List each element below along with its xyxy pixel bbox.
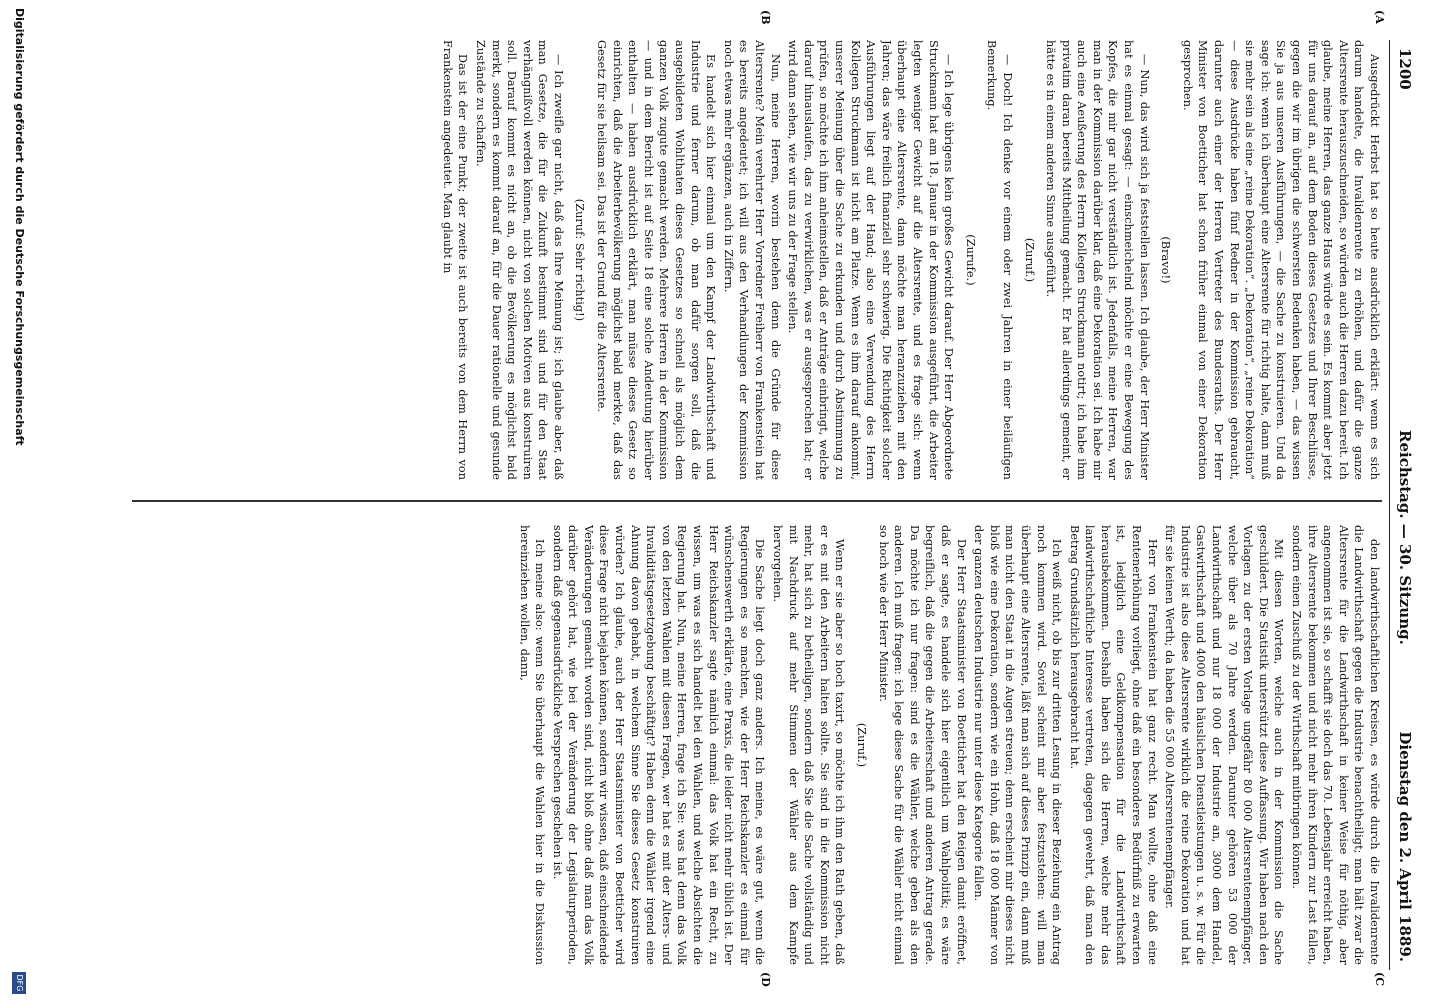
paragraph: Ausgedrückt Herbst hat so heute ausdrücklich erklärt: wenn es sich darum handelte, die Invalidenrente zu erhöhen, und dafür die ganze Altersrente herauszuschneiden, so würden auch die Herren dazu bereit. Ich glaube, meine Herren, das ganze Haus würde es sein. Es kommt aber jetzt für uns darauf an, auf dem Boden dieses Gesetzes und Ihrer Beschlüsse, gegen die wir im übrigen die schwersten Bedenken haben, — das wissen Sie ja aus unseren Ausführungen, — die Sache zu konstruieren. Und da sage ich: wenn ich überhaupt eine Altersrente für richtig halte, dann muß sie mehr sein als eine „reine Dekoration“. „Dekoration“, „reine Dekoration“ — diese Ausdrücke haben fünf Redner in der Kommission gebraucht, darunter auch einer der Herren Vertreter des Bundesraths. Der Herr Minister von Boetticher hat schon früher einmal von einer Dekoration gesprochen. — [1180, 40, 1381, 480]
digitization-footer — [4, 0, 34, 1000]
interjection: (Zuruf.) — [855, 722, 868, 768]
page-number: 1200 — [1396, 48, 1414, 90]
paragraph: — Ich lege übrigens kein großes Gewicht darauf. Der Herr Abgeordnete Struckmann hat am 18. Januar in der Kommission ausgeführt, die Arbeiter legten weniger Gewicht auf die Altersrente, und es frage sich: wenn überhaupt eine Altersrente, dann möchte man heranzuziehen mit den Jahren; das wäre freilich finanziell sehr schwierig. Die Richtigkeit solcher Ausführungen liegt auf der Hand; also eine Verwendung des Herrn Kollegen Struckmann ist nicht am Platze. Wenn es ihm darauf ankommt, unserer Meinung über die Sache zu erkunden und durch Abstimmung zu prüfen, so möchte ich ihm anheimstellen, daß er Anträge einbringt, welche darauf hinauslaufen, das zu verwirklichen, was er ausgesprochen hat; er wird dann sehen, wie wir uns zu der Frage stellen. — [786, 40, 956, 480]
margin-mark-c: (C — [1373, 972, 1386, 986]
column-divider — [132, 500, 1382, 502]
paragraph: Ich meine also: wenn Sie überhaupt die Wahlen hier in die Diskussion hereinziehen wollen, dann, — [517, 525, 547, 965]
paragraph: — Nun, das wird sich ja feststellen lassen. Ich glaube, der Herr Minister hat es einmal gesagt: — einschmeichelnd möchte er eine Bewegung des Kopfes, die mir gar nicht verständlich ist. Jedenfalls, meine Herren, war man in der Kommission darüber klar, daß eine Dekoration sei. Ich habe mir auch eine Aeußerung des Herrn Kollegen Struckmann notirt; ich habe ihm privatim daran bereits Mittheilung gemacht. Er hat allerdings gemeint, er hätte es in einem anderen Sinne ausgeführt. — [1044, 40, 1151, 480]
interjection: (Zurufe.) — [963, 234, 977, 286]
paragraph: Es handelt sich hier einmal um den Kampf der Landwirthschaft und Industrie und ferner darum, ob man dafür sorgen soll, daß die ausgebildeten Wohlthaten dieses Gesetzes so schnell als möglich dem ganzen Volk zugute gemacht werden. Mehrere Herren in der Kommission — und in dem Bericht ist auf Seite 18 eine solche Andeutung hierüber enthalten — haben ausdrücklich erklärt, man müsse dieses Gesetz so einrichten, daß die Arbeiterbevölkerung möglichst bald merkte, daß das Gesetz für sie heilsam sei. Das ist der Grund für die Altersrente. — [595, 40, 718, 480]
paragraph: Herr von Frankenstein hat ganz recht. Man wollte, ohne daß eine Rentenerhöhung vorliegt, ohne daß ein besonderes Bedürfniß zu erwarten ist, lediglich eine Geldkompensation für die Landwirthschaft herausbekommen. Deshalb haben sich die Herren, welche mehr das landwirthschaftliche Interesse vertreten, dagegen gewehrt, daß man den Betrag Grundsätzlich herausgebracht hat. — [1067, 525, 1159, 965]
paragraph: Die Sache liegt doch ganz anders. Ich meine, es wäre gut, wenn die Regierungen es so machten, wie der Herr Reichskanzler es einmal für wünschenswerth erklärte, eine Praxis, die leider nicht mehr üblich ist. Der Herr Reichskanzler sagte nämlich einmal: das Volk hat ein Recht, zu wissen, um was es sich handelt bei den Wahlen, und welche Absichten die Regierung hat. Nun, meine Herren, frage ich Sie: was hat denn das Volk von den letzten Wahlen mit diesen Fragen, wer hat es mit der Alters- und Invaliditätsgesetzgebung beschäftigt? Haben denn die Wähler irgend eine Ahnung davon gehabt, in welchem Sinne Sie dieses Gesetz konstruiren würden? Ich glaube, auch der Herr Staatsminister von Boetticher wird diese Frage nicht bejahen können, sondern wir wissen, daß einschneidende Veränderungen gemacht worden sind, nicht bloß ohne daß man das Volk darüber gehört hat, wie bei der Veränderung der Legislaturperioden, sondern daß gegenausdrückliche Versprechen geschehen ist. — [550, 525, 767, 965]
page-header — [1389, 40, 1418, 970]
paragraph: Mit diesen Worten, welche auch in der Kommission die Sache geschildert. Die Statistik unterstützt diese Auffassung. Wir haben nach den Vorlagen zu der ersten Vorlage ungefähr 80 000 Altersrentenempfänger, welche über als 70 Jahre werden. Darunter gehören 53 000 der Landwirthschaft und nur 18 000 der Industrie an, 3000 dem Handel, Gastwirthschaft und 4000 den häuslichen Dienstleistungen u. s. w. Für die Industrie ist also diese Altersrente wirklich die reine Dekoration und hat für sie keinen Werth; da haben die 55 000 Altersrentenempfänger. — [1163, 525, 1286, 965]
paragraph: Das ist der eine Punkt; der zweite ist auch bereits von dem Herrn von Frankenstein angedeutet. Man glaubt in — [440, 40, 470, 480]
paragraph: — Ich zweifle gar nicht, daß das Ihre Meinung ist; ich glaube aber, daß man Gesetze, die für die Zukunft bestimmt sind und für den Staat verhängnißvoll werden können, nicht von solchen Motiven aus konstruiren soll. Darauf kommt es nicht an, ob die Bevölkerung es möglichst bald merkt, sondern es kommt darauf an, für die Dauer rationelle und gesunde Zustände zu schaffen. — [473, 40, 565, 480]
interjection: (Zuruf: Sehr richtig!) — [573, 198, 587, 322]
interjection: (Bravo!) — [1159, 236, 1173, 284]
dfg-logo: DFG — [12, 972, 26, 994]
session-date: Dienstag den 2. April 1889. — [1396, 731, 1414, 962]
paragraph: den landwirthschaftlichen Kreisen, es würde durch die Invalidenrente die Landwirthschaft gegen die Industrie benachtheiligt; man hält zwar die Altersrente für die Landwirthschaft in keiner Weise für nöthig, aber angenommen ist sie, so schafft sie doch das 70. Lebensjahr erreicht haben, ihre Altersrente bekommen und nicht mehr ihren Kindern zur Last fallen, sondern einen Zuschuß zu der Wirthschaft mitbringen können. — [1290, 525, 1381, 965]
margin-mark-a: (A — [1373, 10, 1386, 24]
funding-notice: Digitalisierung gefördert durch die Deutsche Forschungsgemeinschaft — [13, 8, 26, 446]
margin-mark-b: (B — [759, 10, 772, 25]
interjection: (Zuruf.) — [1022, 237, 1036, 283]
paragraph: — Doch! Ich denke vor einem oder zwei Jahren in einer beiläufigen Bemerkung. — [985, 40, 1014, 480]
paragraph: Wenn er sie aber so hoch taxirt, so möchte ich ihm den Rath geben, daß er es mit den Arbeitern halten sollte. Sie sind in die Kommission nicht mehr, hat sich zu betheiligen, sondern daß Sie die Sache vollständig und mit Nachdruck auf mehr Stimmen der Wähler aus dem Kampfe hervorgehen. — [771, 525, 847, 965]
margin-mark-d: (D — [759, 972, 772, 987]
right-text-column — [132, 525, 1382, 965]
left-text-column — [132, 40, 1382, 480]
running-title: Reichstag. — 30. Sitzung. — [1396, 430, 1414, 645]
paragraph: Ich weiß nicht, ob bis zur dritten Lesung in dieser Beziehung ein Antrag noch kommen wird. Soviel scheint mir aber festzustehen: will man überhaupt eine Altersrente, läßt man sich auf dieses Prinzip ein, dann muß man nicht den Staat in die Augen streuen; denn erscheint mir dieses nicht bloß wie eine Dekoration, sondern wie ein Hohn, daß 18 000 Männer von der ganzen deutschen Industrie nur unter diese Kategorie fallen. — [972, 525, 1064, 965]
paragraph: Nun, meine Herren, worin bestehen denn die Gründe für diese Altersrente? Mein verehrter Herr Vorredner Freiherr von Frankenstein hat es bereits angedeutet; ich will aus den Verhandlungen der Kommission noch etwas mehr ergänzen, auch in Ziffern. — [721, 40, 782, 480]
paragraph: Der Herr Staatsminister von Boetticher hat den Reigen damit eröffnet, daß er sagte, es handele sich hier eigentlich um Wahlpolitik; es wäre begreiflich, daß die gegen die Arbeiterschaft und anderen Antrag gerade. Da möchte ich nur fragen: sind es die Wähler, welche geben als den anderen. Ich muß fragen: ich lege diese Sache für die Wähler nicht einmal so hoch wie der Herr Minister. — [876, 525, 968, 965]
